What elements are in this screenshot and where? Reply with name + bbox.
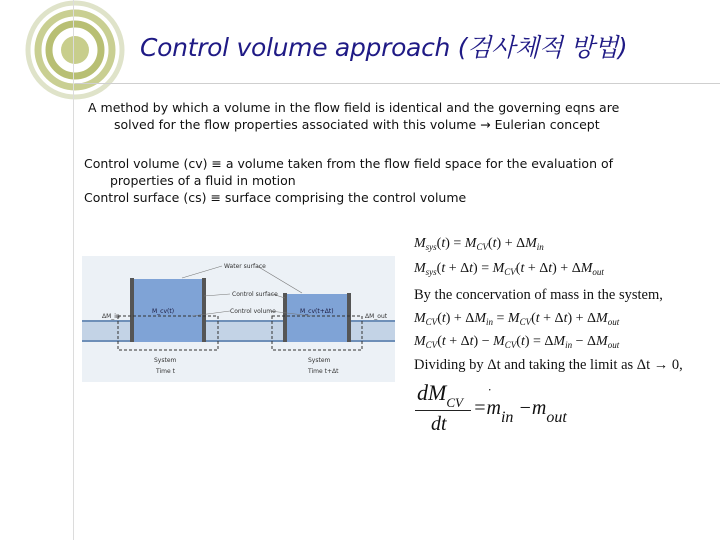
mcv-t-label: M_cv(t) <box>152 308 175 315</box>
control-volume-label: Control volume <box>230 308 276 315</box>
mcv-tdt-label: M_cv(t+Δt) <box>300 308 334 315</box>
time-label-1: Time t <box>156 368 175 375</box>
system-label-1: System <box>154 357 177 364</box>
intro-paragraph <box>88 99 619 133</box>
equation-4: $M_{CV}(t + \Delta t) - M_{CV}(t) = \Delta M_{in} - \Delta M_{out}$ <box>414 334 620 350</box>
mass-rate-rhs: =m $_{in} -m_{out}$ <box>473 397 567 426</box>
decorative-circles <box>0 0 160 100</box>
time-label-2: Time t+Δt <box>308 368 339 375</box>
intro-line-2: solved for the flow properties associated with this volume → Eulerian concept <box>114 117 600 132</box>
limit-sentence: Dividing by Δt and taking the limit as Δt → 0, <box>414 357 683 373</box>
mout-label: ΔM_out <box>365 313 388 320</box>
min-label: ΔM_in <box>102 313 120 320</box>
mass-conservation-sentence: By the concervation of mass in the system, <box>414 287 663 303</box>
title-divider <box>75 83 720 84</box>
fraction-bar <box>415 410 471 411</box>
control-surface-label: Control surface <box>232 291 278 298</box>
equation-2: $M_{sys}(t + \Delta t) = M_{CV}(t + \Delta t) + \Delta M_{out}$ <box>414 261 604 277</box>
equation-3: $M_{CV}(t) + \Delta M_{in} = M_{CV}(t + \Delta t) + \Delta M_{out}$ <box>414 311 620 327</box>
cs-definition-line: Control surface (cs) ≡ surface comprising the control volume <box>84 190 467 205</box>
fraction-numerator: $dM_{CV}$ <box>417 380 463 410</box>
intro-line-1: A method by which a volume in the flow field is identical and the governing eqns are <box>88 100 620 115</box>
equation-1: $M_{sys}(t) = M_{CV}(t) + \Delta M_{in}$ <box>414 236 544 252</box>
cv-definition-line-1: Control volume (cv) ≡ a volume taken from the flow field space for the evaluation of <box>84 156 614 171</box>
control-volume-diagram <box>82 256 395 382</box>
system-label-2: System <box>308 357 331 364</box>
cv-definition-line-2: properties of a fluid in motion <box>110 173 296 188</box>
decorative-vertical-line <box>73 0 74 540</box>
fraction-denominator: dt <box>431 413 447 435</box>
definitions-paragraph <box>84 155 613 206</box>
slide-title: Control volume approach (검사체적 방법) <box>140 33 628 62</box>
water-surface-label: Water surface <box>224 263 266 270</box>
tank-2-water <box>287 294 347 342</box>
